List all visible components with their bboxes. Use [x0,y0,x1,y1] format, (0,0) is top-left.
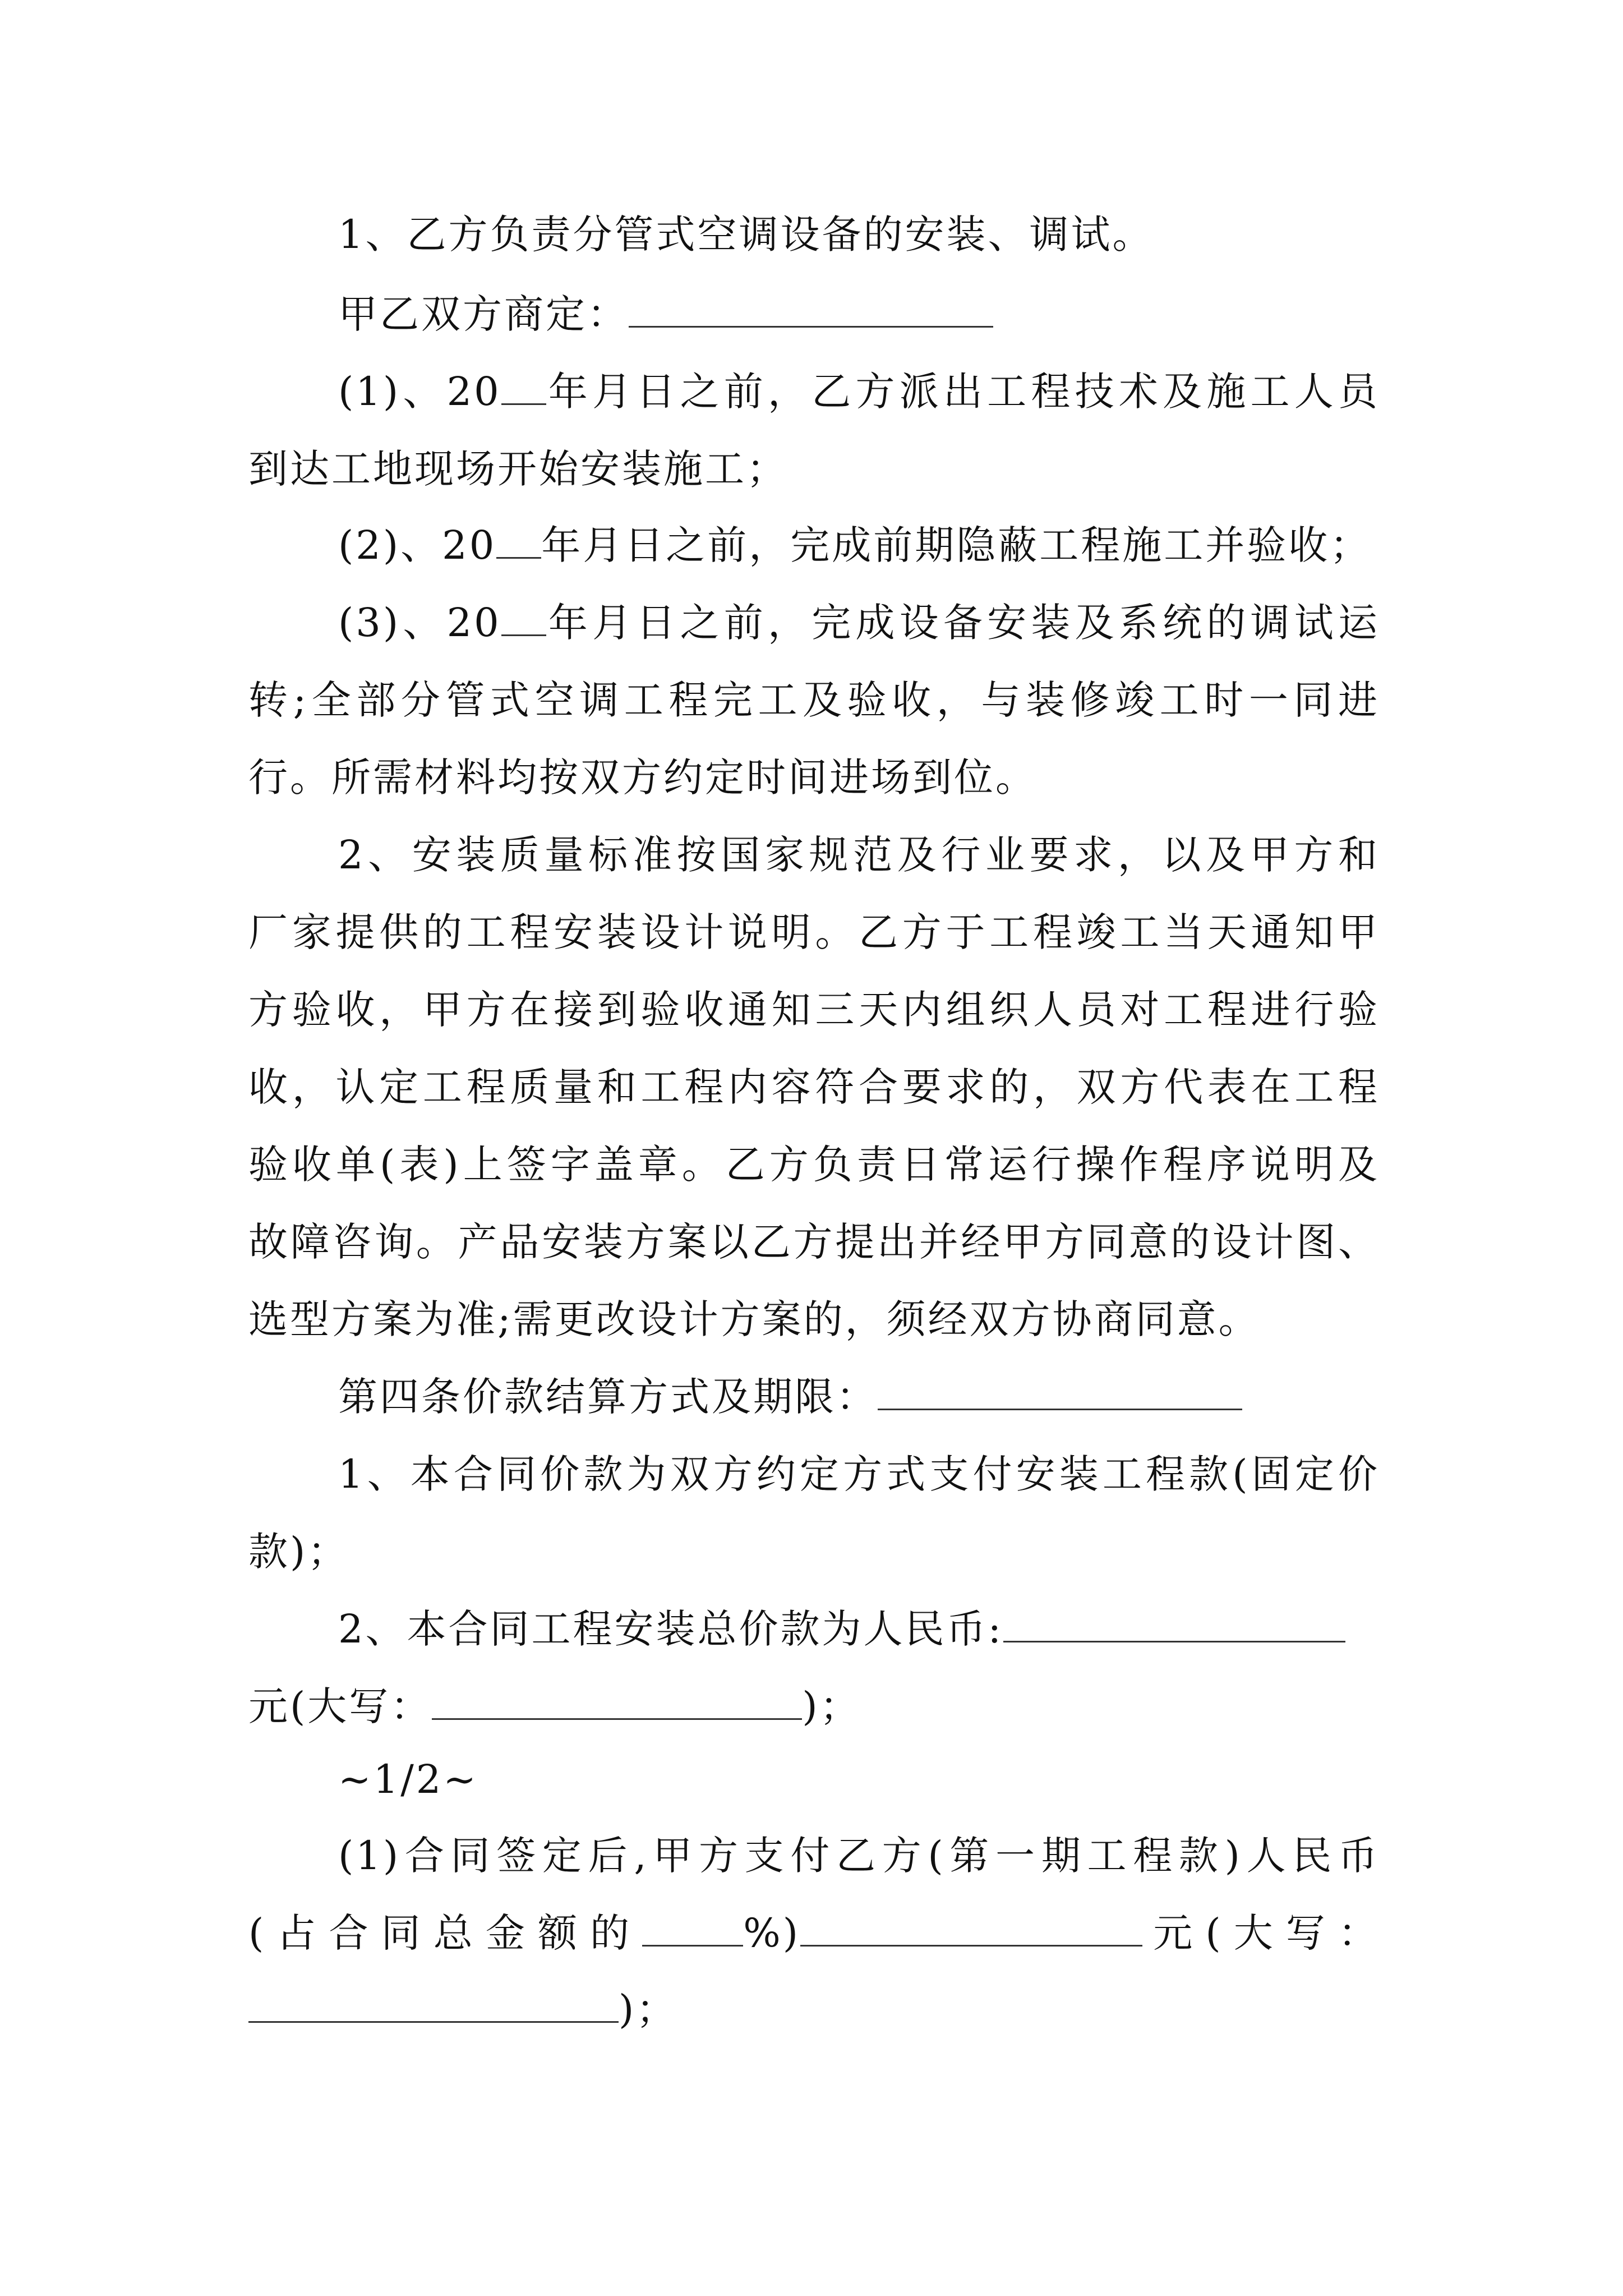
payment-phase-1: (1)合同签定后,甲方支付乙方(第一期工程款)人民币 [338,1833,1380,1879]
clause-installation-duty: 1、乙方负责分管式空调设备的安装、调试。 [338,211,1154,257]
article-four-heading: 第四条价款结算方式及期限： [338,1369,1242,1425]
heading-blank [878,1369,1242,1410]
schedule-item-3: (3)、20 年月日之前，完成设备安装及系统的调试运 [338,595,1380,651]
agreement-blank [629,287,993,328]
year-blank [501,597,546,636]
schedule-item-2: (2)、20 年月日之前，完成前期隐蔽工程施工并验收； [338,517,1371,573]
schedule-item-1: (1)、20 年月日之前，乙方派出工程技术及施工人员 [338,364,1380,420]
quality-standard-para: 2、安装质量标准按国家规范及行业要求，以及甲方和 [338,832,1380,878]
quality-line-7: 选型方案为准;需更改设计方案的，须经双方协商同意。 [248,1296,1260,1342]
payment-phase-1-end: )； [248,1981,677,2037]
quality-line-5: 验收单(表)上签字盖章。乙方负责日常运行操作程序说明及 [248,1142,1380,1188]
quality-line-6: 故障咨询。产品安装方案以乙方提出并经甲方同意的设计图、 [248,1219,1380,1265]
schedule-item-3-end: 行。所需材料均按双方约定时间进场到位。 [248,754,1037,800]
price-clause-2-cont: 元(大写： )； [248,1678,861,1734]
year-blank [501,366,546,405]
schedule-item-1-cont: 到达工地现场开始安装施工； [248,446,788,492]
price-clause-2: 2、本合同工程安装总价款为人民币: [338,1601,1345,1657]
schedule-item-3-cont: 转;全部分管式空调工程完工及验收，与装修竣工时一同进 [248,677,1380,723]
payment-phase-1-cont: (占合同总金额的 %) 元(大写： [248,1905,1380,1961]
amount-in-words-blank [432,1679,802,1720]
year-blank [496,520,541,559]
quality-line-2: 厂家提供的工程安装设计说明。乙方于工程竣工当天通知甲 [248,909,1380,955]
quality-line-3: 方验收，甲方在接到验收通知三天内组织人员对工程进行验 [248,987,1380,1033]
payment-amount-blank [800,1906,1142,1947]
payment-words-blank [248,1982,619,2023]
page-number: ~1/2~ [338,1756,478,1802]
price-clause-1: 1、本合同价款为双方约定方式支付安装工程款(固定价 [338,1451,1380,1497]
percent-blank [642,1906,743,1947]
total-price-blank [1003,1602,1345,1642]
quality-line-4: 收，认定工程质量和工程内容符合要求的，双方代表在工程 [248,1064,1380,1110]
price-clause-1-cont: 款)； [248,1529,349,1575]
agreement-intro: 甲乙双方商定： [338,286,993,342]
